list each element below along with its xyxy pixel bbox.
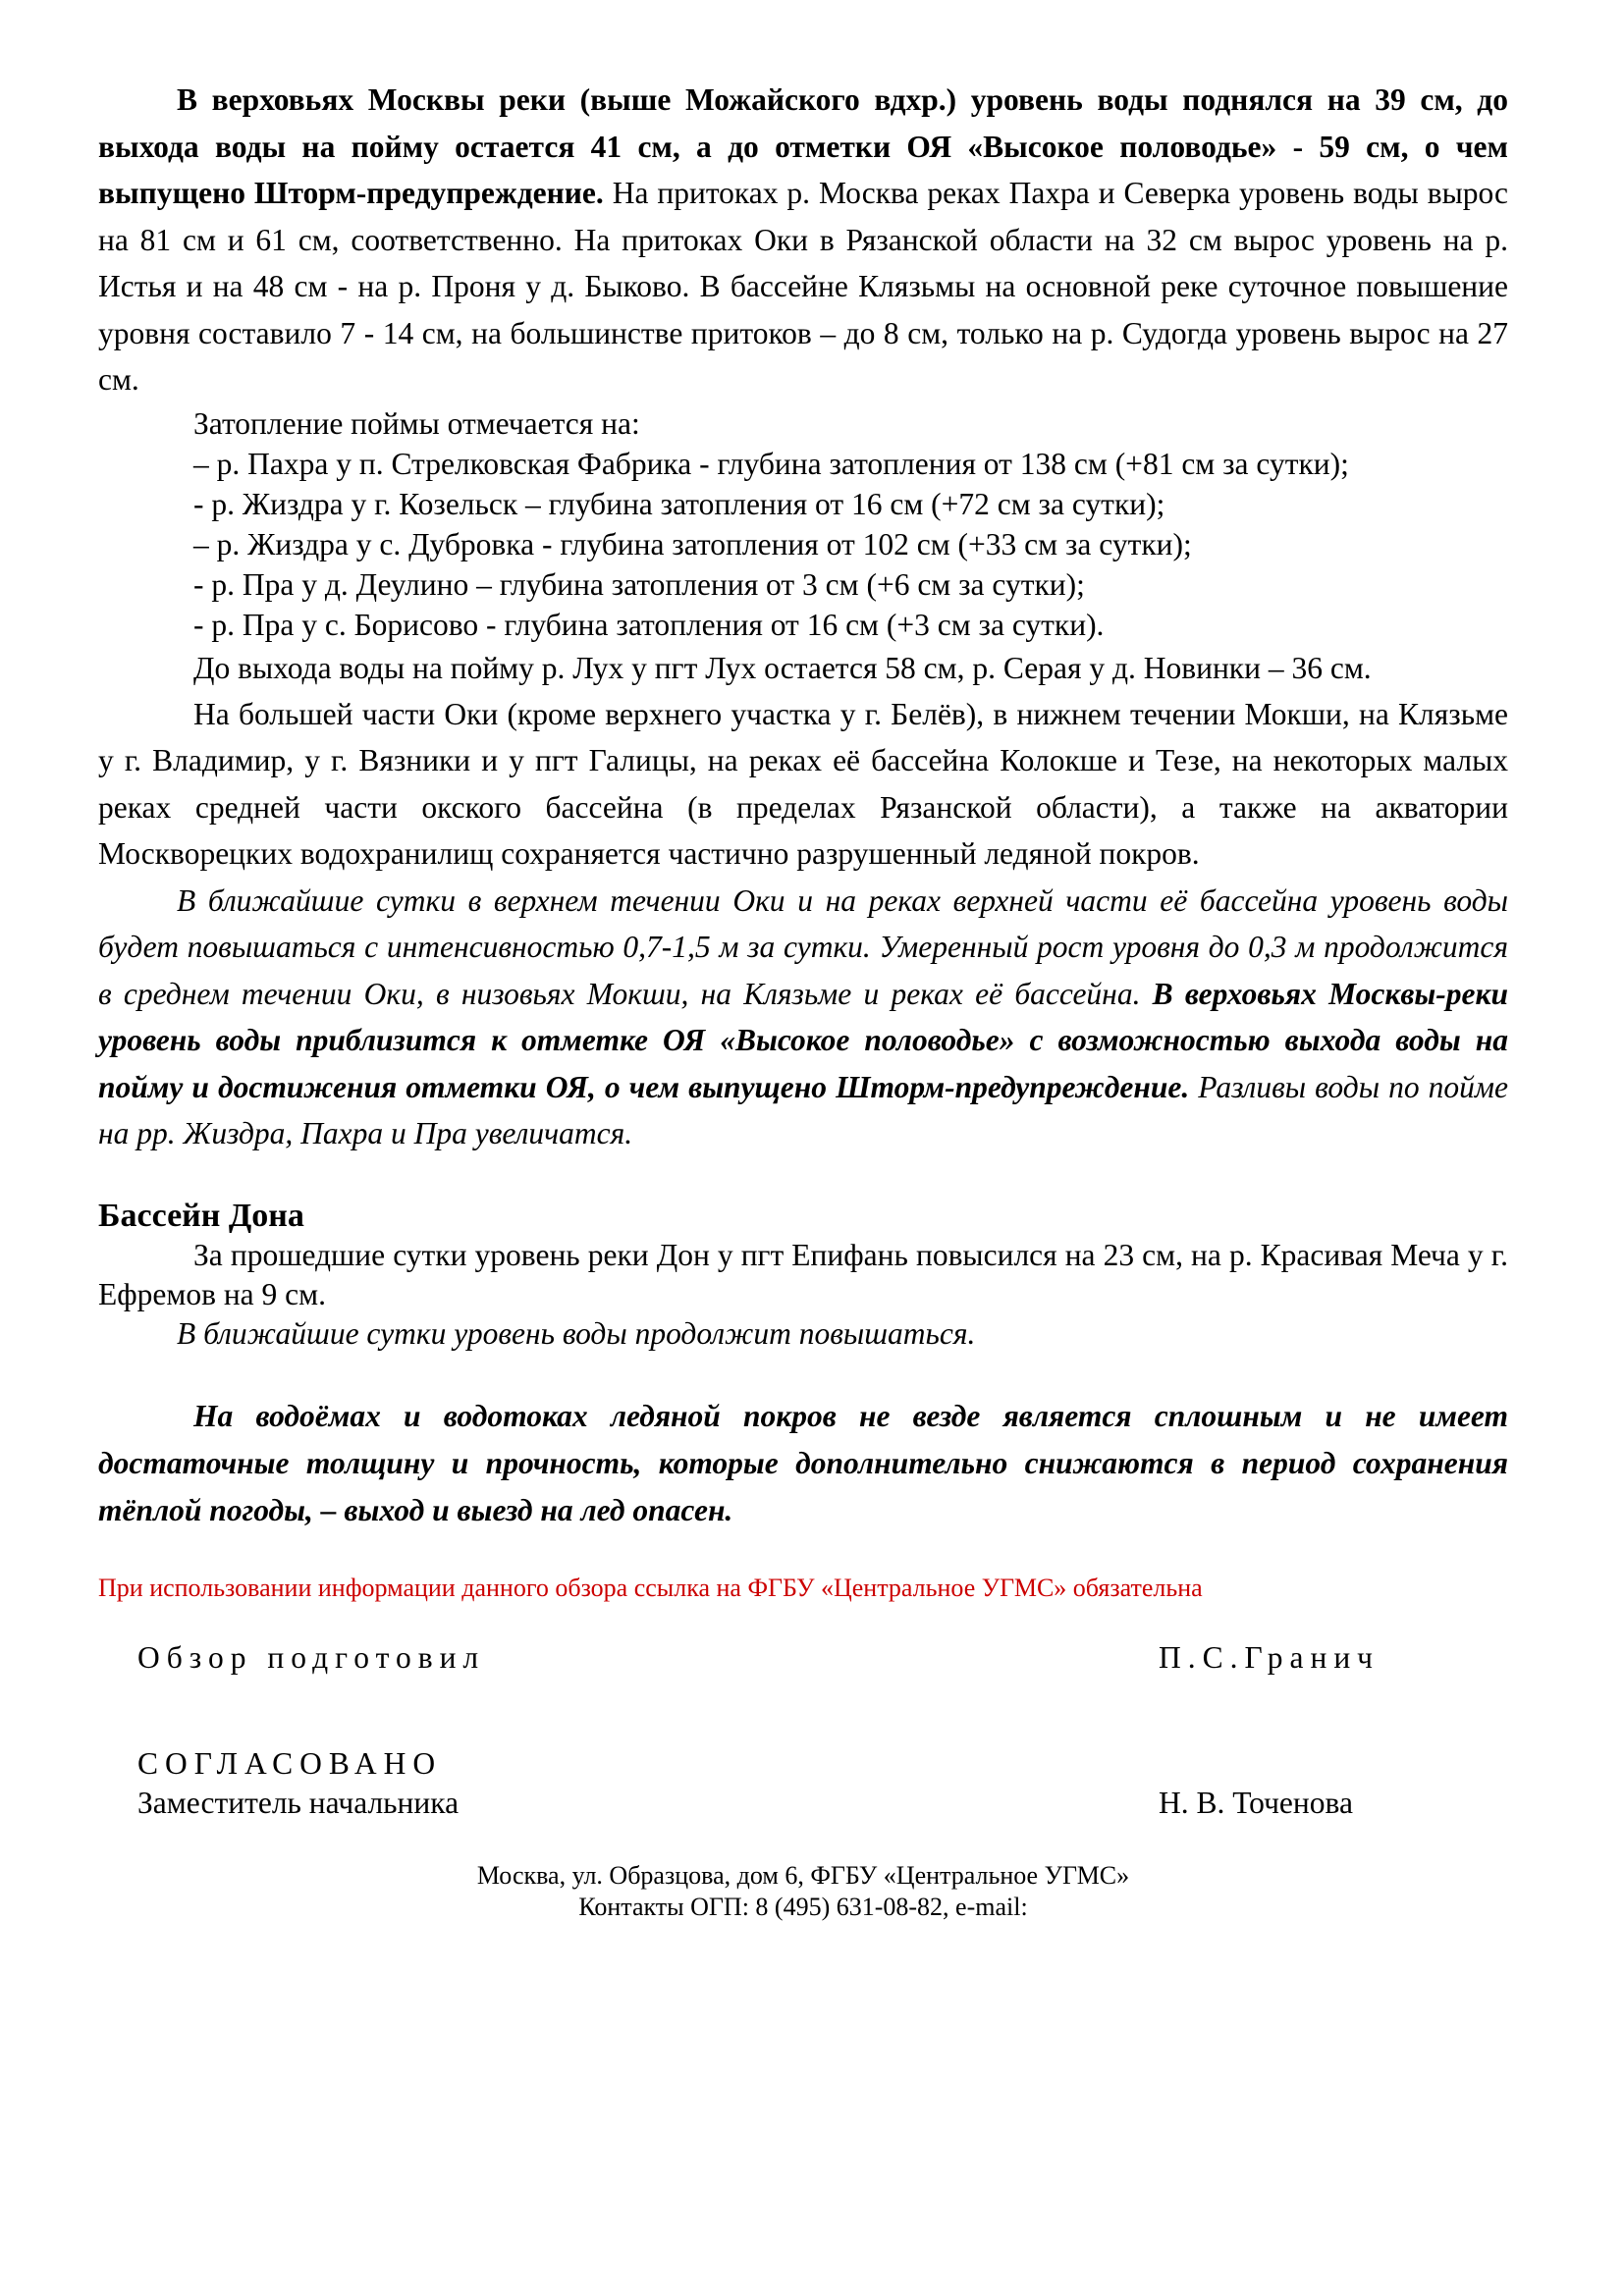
footer-contacts: Контакты ОГП: 8 (495) 631-08-82, e-mail: [578,1892,1028,1921]
approved-label: СОГЛАСОВАНО [137,1745,443,1781]
approved-row [98,1746,1508,1786]
forecast-storm-warning: В верховьях Москвы-реки уровень воды приблизится к отметке ОЯ «Высокое половодье» с возможностью выхода воды на пойму и достижения отметки ОЯ, о чем выпущено Шторм-предупреждение. [98,976,1508,1104]
document-page [98,77,1508,1923]
don-basin-heading: Бассейн Дона [98,1197,304,1234]
copyright-note: При использовании информации данного обзора ссылка на ФГБУ «Центральное УГМС» обязательна [98,1573,1203,1602]
prepared-by-name: П.С.Гранич [1159,1639,1380,1675]
ice-cover-paragraph: На большей части Оки (кроме верхнего участка у г. Белёв), в нижнем течении Мокши, на Клязьме у г. Владимир, у г. Вязники и у пгт Галицы, на реках её бассейна Колокше и Тезе, на некоторых малых реках средней части окского бассейна (в пределах Рязанской области), а также на акватории Москворецких водохранилищ сохраняется частично разрушенный ледяной покров. [98,696,1508,871]
moscow-summary-paragraph [98,77,1508,403]
approver-title: Заместитель начальника [137,1785,460,1820]
flood-list-item: – р. Жиздра у с. Дубровка - глубина затопления от 102 см (+33 см за сутки); [193,526,1192,561]
flood-list-item: - р. Жиздра у г. Козельск – глубина затопления от 16 см (+72 см за сутки); [193,486,1165,521]
flood-list-item: - р. Пра у д. Деулино – глубина затопления от 3 см (+6 см за сутки); [193,566,1085,602]
don-basin-paragraph: За прошедшие сутки уровень реки Дон у пгт Епифань повысился на 23 см, на р. Красивая Меча у г. Ефремов на 9 см. [98,1237,1508,1311]
storm-warning-text: В верховьях Москвы реки (выше Можайского вдхр.) уровень воды поднялся на 39 см, до выхода воды на пойму остается 41 см, а до отметки ОЯ «Высокое половодье» - 59 см, о чем выпущено Шторм-предупреждение. [98,82,1508,210]
forecast-text: В ближайшие сутки в верхнем течении Оки и на реках верхней части её бассейна уровень воды будет повышаться с интенсивностью 0,7-1,5 м за сутки. Умеренный рост уровня до 0,3 м продолжится в среднем течении Оки, в низовьях Мокши, на Клязьме и реках её бассейна. [98,882,1508,1011]
footer-address: Москва, ул. Образцова, дом 6, ФГБУ «Центральное УГМС» [476,1860,1130,1890]
forecast-paragraph [98,878,1508,1157]
approver-row [98,1786,1508,1833]
ice-safety-warning: На водоёмах и водотоках ледяной покров не везде является сплошным и не имеет достаточные толщину и прочность, которые дополнительно снижаются в период сохранения тёплой погоды, – выход и выезд на лед опасен. [98,1398,1508,1527]
flood-intro: Затопление поймы отмечается на: [193,405,640,441]
forecast-spill-text: Разливы воды по пойме на рр. Жиздра, Пахра и Пра увеличатся. [98,1069,1509,1150]
flood-list-item: – р. Пахра у п. Стрелковская Фабрика - глубина затопления от 138 см (+81 см за сутки); [193,446,1349,481]
flood-list-item: - р. Пра у с. Борисово - глубина затопления от 16 см (+3 см за сутки). [193,607,1105,642]
don-forecast: В ближайшие сутки уровень воды продолжит повышаться. [177,1315,976,1351]
approver-name: Н. В. Точенова [1159,1785,1353,1820]
floodplain-remaining-paragraph: До выхода воды на пойму р. Лух у пгт Лух остается 58 см, р. Серая у д. Новинки – 36 см. [193,650,1372,685]
prepared-by-label: Обзор подготовил [137,1639,486,1675]
tributaries-text: На притоках р. Москва реках Пахра и Северка уровень воды вырос на 81 см и 61 см, соответственно. На притоках Оки в Рязанской области на 32 см вырос уровень на р. Истья и на 48 см - на р. Проня у д. Быково. В бассейне Клязьмы на основной реке суточное повышение уровня составило 7 - 14 см, на большинстве притоков – до 8 см, только на р. Судогда уровень вырос на 27 см. [98,176,1508,397]
prepared-by-row [98,1640,1508,1687]
